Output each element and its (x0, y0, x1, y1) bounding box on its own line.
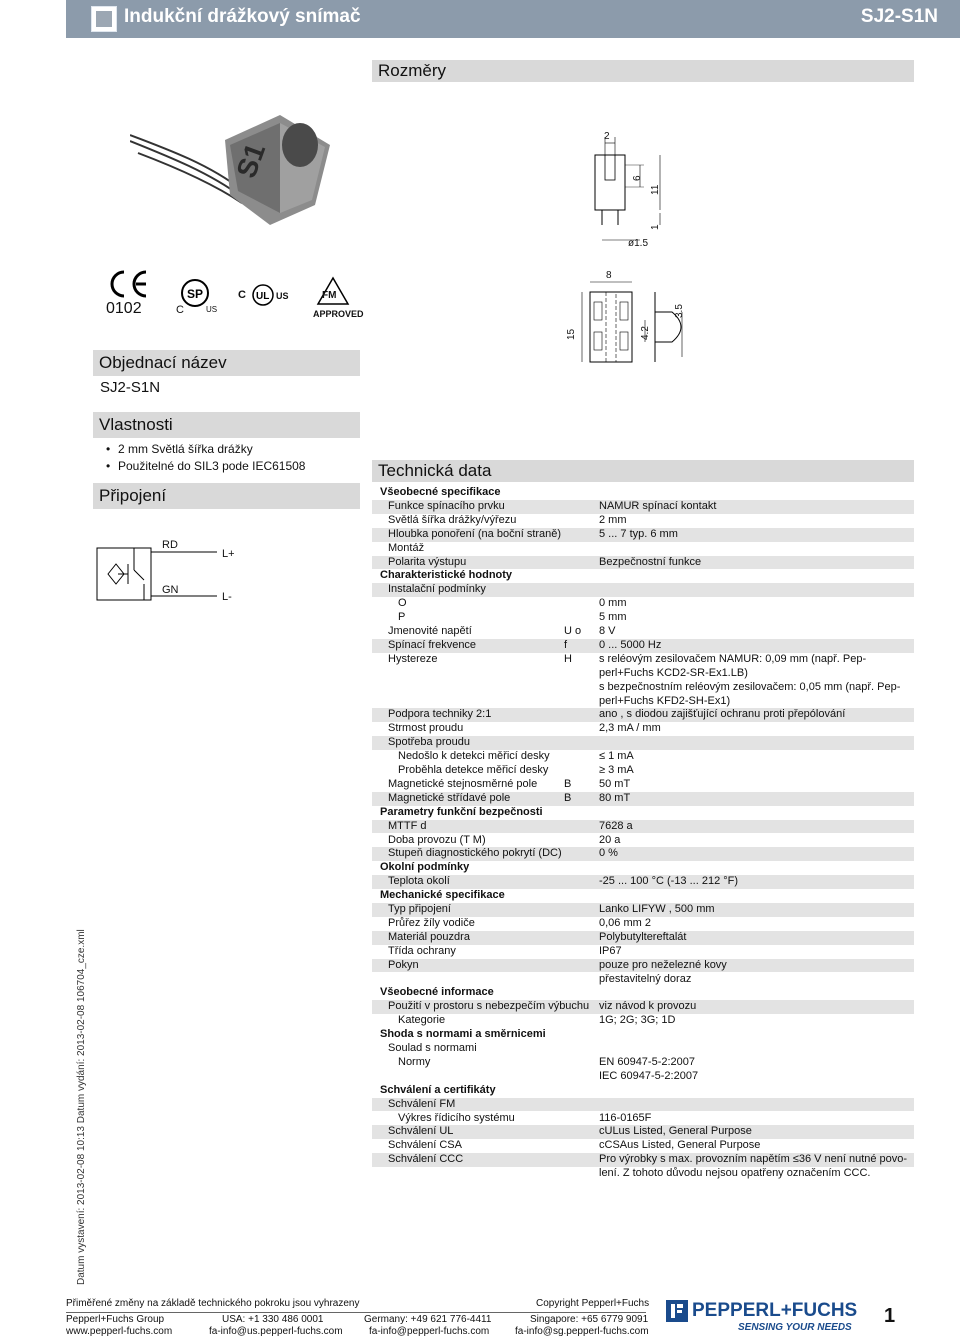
ce-mark-icon (106, 268, 150, 300)
svg-text:UL: UL (256, 291, 270, 302)
tech-value: lení. Z tohoto důvodu nejsou opatřeny označením CCC. (599, 1167, 871, 1180)
svg-text:SP: SP (187, 287, 204, 301)
pepperl-fuchs-logo-icon (666, 1300, 688, 1322)
tech-label: Instalační podmínky (388, 583, 486, 596)
tech-label: Soulad s normami (388, 1042, 477, 1054)
tech-label: Teplota okolí (388, 875, 450, 888)
tech-value: Polybutyltereftalát (599, 930, 687, 943)
tech-label: P (398, 611, 406, 624)
csa-us: US (206, 305, 218, 314)
dim-label-diameter: ø1.5 (628, 238, 649, 249)
csa-c: C (176, 304, 184, 316)
tech-label: Charakteristické hodnoty (380, 569, 513, 582)
tech-value: ≤ 1 mA (599, 750, 634, 763)
tech-value: 116-0165F (599, 1111, 652, 1124)
brand-name: PEPPERL+FUCHS (692, 1300, 858, 1321)
dim-label-8: 8 (606, 270, 612, 281)
dim-label-6: 6 (632, 175, 643, 181)
tech-symbol: H (564, 652, 572, 665)
ordering-title: Objednací název (99, 353, 227, 372)
tech-value: cCSAus Listed, General Purpose (599, 1139, 761, 1152)
dimension-drawing-top (560, 272, 700, 372)
footer-divider (66, 1312, 646, 1313)
wire-gn-label: GN (162, 584, 179, 596)
features-bar (93, 412, 360, 438)
tech-label: Všeobecné specifikace (380, 486, 501, 498)
page-number: 1 (884, 1305, 896, 1327)
tech-label: Magnetické střídavé pole (388, 791, 511, 804)
tech-value: EN 60947-5-2:2007 (599, 1055, 696, 1068)
tech-symbol: B (564, 791, 572, 804)
tech-value: NAMUR spínací kontakt (599, 499, 717, 512)
fm-mark: FM (322, 290, 337, 301)
tech-value: ano , s diodou zajišťující ochranu proti přepólování (599, 708, 846, 721)
tech-label: Materiál pouzdra (388, 930, 470, 943)
tech-label: O (398, 597, 407, 610)
tech-label: Průřez žíly vodiče (388, 916, 475, 929)
tech-label: Jmenovité napětí (388, 625, 472, 637)
page-header (66, 0, 960, 38)
dim-label-15: 15 (566, 328, 577, 340)
dim-label-3-5: 3.5 (674, 304, 685, 318)
tech-label: Mechanické specifikace (380, 889, 505, 902)
tech-label: Světlá šířka drážky/výřezu (388, 513, 517, 526)
header-logo-icon (91, 6, 117, 32)
tech-value: Pro výrobky s max. provozním napětím ≤36 V není nutné povo- (599, 1153, 908, 1166)
tech-label: Kategorie (398, 1014, 446, 1027)
tech-label: Montáž (388, 541, 425, 554)
tech-label: Proběhla detekce měřicí desky (398, 764, 549, 776)
tech-label: Stupeň diagnostického pokrytí (DC) (388, 847, 562, 860)
tech-value: s reléovým zesilovačem NAMUR: 0,09 mm (např. Pep- (599, 652, 867, 665)
tech-label: Schválení a certifikáty (380, 1083, 496, 1096)
tech-value: 1G; 2G; 3G; 1D (599, 1014, 676, 1027)
tech-value: 7628 a (599, 819, 633, 832)
tech-label: Pokyn (388, 958, 419, 971)
tech-value: 50 mT (599, 777, 631, 790)
side-issue-info: Datum vystavení: 2013-02-08 10:13 Datum vydání: 2013-02-08 106704_cze.xml (76, 929, 87, 1285)
tech-symbol: f (564, 638, 568, 651)
dim-label-1: 1 (650, 224, 661, 230)
tech-label: Parametry funkční bezpečnosti (380, 805, 543, 818)
tech-value: 2,3 mA / mm (599, 722, 661, 735)
ul-logo-icon (252, 284, 274, 311)
feature-item: • Použitelné do SIL3 pode IEC61508 (118, 459, 305, 473)
tech-value: IP67 (599, 944, 622, 957)
tech-value: 0 % (599, 847, 618, 860)
tech-value: -25 ... 100 °C (-13 ... 212 °F) (599, 875, 739, 888)
tech-data-bar (372, 460, 914, 482)
tech-value: Lanko LIFYW , 500 mm (599, 903, 715, 915)
tech-label: Hystereze (388, 652, 438, 665)
tech-value: 5 mm (599, 611, 627, 624)
tech-value: Bezpečnostní funkce (599, 555, 702, 568)
tech-value: 20 a (599, 833, 621, 846)
tech-value: 0,06 mm 2 (599, 916, 651, 929)
tech-value: cULus Listed, General Purpose (599, 1125, 752, 1138)
dimensions-section-bar (372, 60, 914, 82)
tech-label: Polarita výstupu (388, 555, 467, 568)
tech-label: Podpora techniky 2:1 (388, 708, 492, 721)
footer-singapore-mail[interactable]: fa-info@sg.pepperl-fuchs.com (515, 1326, 649, 1337)
tech-label: Magnetické stejnosměrné pole (388, 777, 538, 790)
model-number: SJ2-S1N (860, 6, 938, 27)
tech-value: IEC 60947-5-2:2007 (599, 1069, 699, 1082)
tech-label: Schválení UL (388, 1125, 454, 1138)
tech-label: Hloubka ponoření (na boční straně) (388, 527, 562, 540)
footer-note: Přiměřené změny na základě technického pokroku jsou vyhrazeny (66, 1298, 360, 1309)
tech-value: viz návod k provozu (599, 1000, 697, 1013)
tech-value: pouze pro neželezné kovy (599, 958, 727, 971)
footer-usa-mail[interactable]: fa-info@us.pepperl-fuchs.com (209, 1326, 343, 1337)
tech-label: Funkce spínacího prvku (388, 499, 505, 512)
tech-value: ≥ 3 mA (599, 764, 634, 776)
tech-value: 0 ... 5000 Hz (599, 638, 662, 651)
connection-title: Připojení (99, 486, 167, 505)
brand-tagline: SENSING YOUR NEEDS (738, 1322, 852, 1333)
tech-value: perl+Fuchs KFD2-SH-Ex1) (599, 694, 731, 707)
ce-number: 0102 (106, 300, 142, 317)
connection-bar (93, 483, 360, 509)
footer-copyright: Copyright Pepperl+Fuchs (536, 1298, 650, 1309)
tech-label: MTTF d (388, 819, 427, 832)
footer-web[interactable]: www.pepperl-fuchs.com (66, 1326, 173, 1337)
tech-label: Doba provozu (T M) (388, 833, 486, 846)
tech-label: Třída ochrany (388, 944, 456, 957)
tech-value: 0 mm (599, 597, 627, 610)
tech-label: Strmost proudu (388, 722, 464, 735)
svg-text:S1: S1 (230, 139, 272, 182)
ordering-bar (93, 350, 360, 376)
footer-group: Pepperl+Fuchs Group (66, 1314, 165, 1325)
tech-label: Typ připojení (388, 903, 451, 915)
tech-label: Okolní podmínky (380, 861, 470, 874)
tech-label: Spotřeba proudu (388, 736, 470, 749)
tech-value: 5 ... 7 typ. 6 mm (599, 527, 678, 540)
tech-value: přestavitelný doraz (599, 972, 692, 985)
tech-label: Normy (398, 1055, 431, 1068)
wire-rd-label: RD (162, 539, 178, 551)
tech-label: Nedošlo k detekci měřicí desky (398, 750, 550, 763)
feature-item: • 2 mm Světlá šířka drážky (118, 442, 253, 456)
tech-label: Shoda s normami a směrnicemi (380, 1028, 546, 1041)
tech-label: Spínací frekvence (388, 638, 477, 651)
tech-label: Schválení FM (388, 1097, 456, 1110)
tech-value: perl+Fuchs KCD2-SR-Ex1.LB) (599, 666, 748, 679)
tech-value: 80 mT (599, 791, 631, 804)
page-title: Indukční drážkový snímač (124, 6, 361, 27)
dim-label-2: 2 (604, 131, 610, 142)
footer-usa: USA: +1 330 486 0001 (222, 1314, 324, 1325)
terminal-lplus: L+ (222, 548, 235, 560)
footer-germany: Germany: +49 621 776-4411 (364, 1314, 492, 1325)
tech-symbol: B (564, 777, 572, 790)
tech-label: Všeobecné informace (380, 986, 494, 999)
dimensions-title: Rozměry (378, 61, 447, 80)
row-shade (372, 820, 914, 834)
dim-label-4-2: 4.2 (640, 326, 651, 340)
footer-germany-mail[interactable]: fa-info@pepperl-fuchs.com (369, 1326, 490, 1337)
ordering-value: SJ2-S1N (100, 379, 161, 396)
tech-label: Použití v prostoru s nebezpečím výbuchu (388, 1000, 590, 1013)
ul-us: US (276, 291, 289, 301)
tech-value: 8 V (599, 625, 616, 637)
tech-value: 2 mm (599, 513, 627, 526)
fm-approved: APPROVED (313, 309, 364, 319)
dim-label-11: 11 (650, 184, 661, 195)
tech-label: Výkres řídicího systému (398, 1111, 515, 1124)
tech-value: s bezpečnostním reléovým zesilovačem: 0,05 mm (např. Pep- (599, 680, 901, 693)
tech-label: Schválení CSA (388, 1139, 462, 1152)
tech-symbol: U o (564, 625, 582, 637)
terminal-lminus: L- (222, 591, 232, 603)
footer-singapore: Singapore: +65 6779 9091 (530, 1314, 649, 1325)
features-title: Vlastnosti (99, 415, 173, 434)
tech-label: Schválení CCC (388, 1153, 464, 1166)
ul-c: C (238, 289, 246, 301)
tech-data-title: Technická data (378, 461, 492, 480)
product-photo (130, 95, 340, 230)
